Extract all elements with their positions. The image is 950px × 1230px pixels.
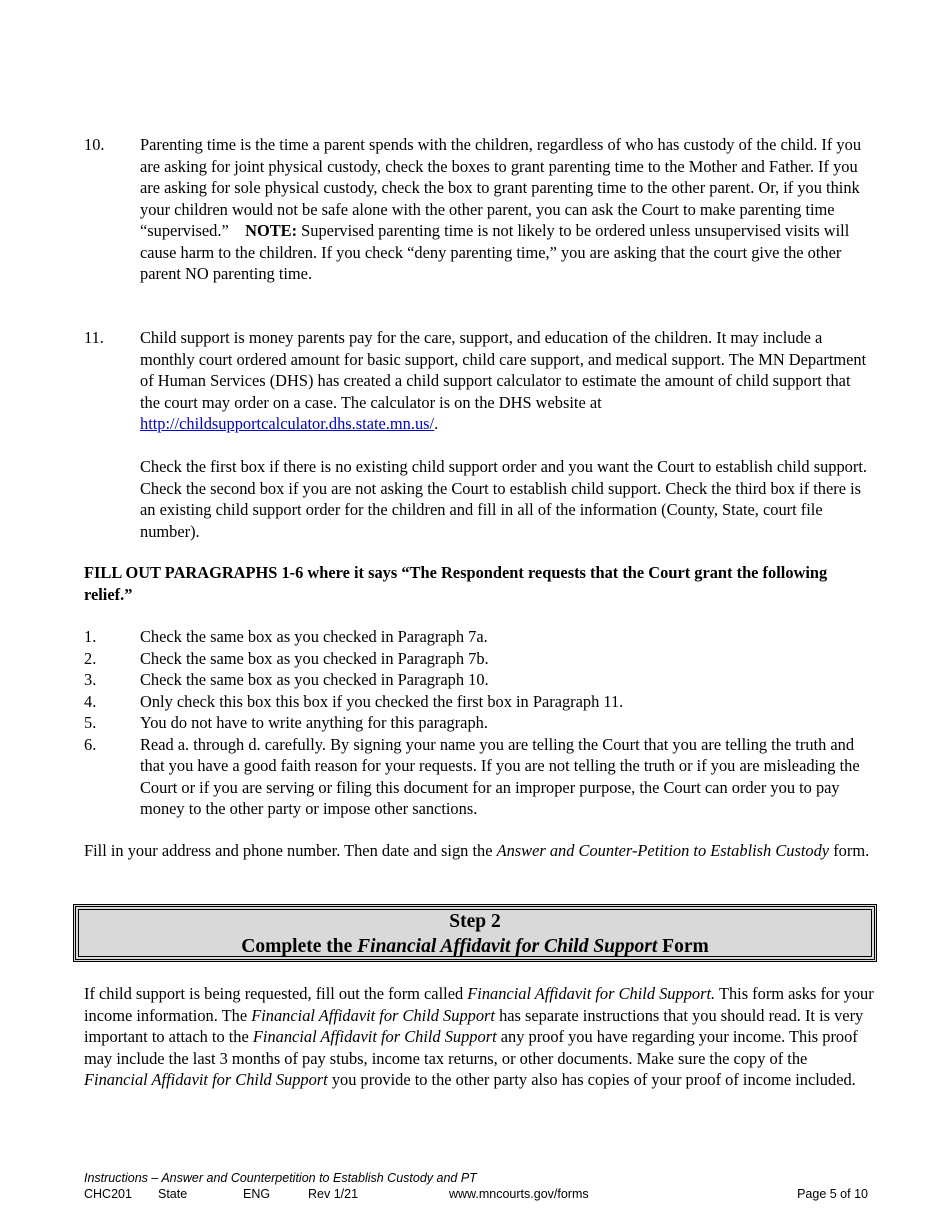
italic-segment: Financial Affidavit for Child Support. bbox=[467, 984, 716, 1003]
text-segment: If child support is being requested, fill out the form called bbox=[84, 984, 464, 1003]
list-number: 3. bbox=[84, 670, 97, 689]
paragraph-text: Parenting time is the time a parent spends with the children, regardless of who has custody of the child. If you are asking for joint physical custody, check the boxes to grant parenting time to the Mother and Father. If you are asking for sole physical custody, check the box to grant parenting time to the other parent. Or, if you think your children would not be safe alone with the other parent, you can ask the Court to make parenting time “supervised.” bbox=[140, 135, 862, 240]
text-segment: any proof you have regarding your income. This proof may include the last 3 months of pay stubs, income tax returns, or other documents. Make sure the copy of the bbox=[84, 1027, 858, 1068]
text-segment: you provide to the other party also has copies of your proof of income included. bbox=[331, 1070, 856, 1089]
list-text: Read a. through d. carefully. By signing your name you are telling the Court that you are telling the truth and that you have a good faith reason for your requests. If you are not telling the truth or if you are misleading the Court or if you are serving or filing this document for an improper purpose, the Court can order you to pay money to the other party or impose other sanctions. bbox=[140, 734, 860, 818]
paragraph-10 bbox=[84, 134, 874, 285]
italic-segment: Financial Affidavit for Child Support bbox=[252, 1027, 497, 1046]
step-2-title: Step 2 bbox=[449, 911, 501, 932]
paragraph-number: 11. bbox=[84, 328, 104, 347]
list-text: Only check this box this box if you checked the first box in Paragraph 11. bbox=[140, 691, 624, 711]
paragraph-11 bbox=[84, 327, 874, 542]
fill-out-heading: FILL OUT PARAGRAPHS 1-6 where it says “The Respondent requests that the Court grant the following relief.” bbox=[84, 563, 828, 604]
list-number: 1. bbox=[84, 627, 97, 646]
form-code: CHC201 bbox=[84, 1187, 132, 1201]
page-number: Page 5 of 10 bbox=[797, 1187, 868, 1201]
paragraph-text-end: form. bbox=[833, 841, 870, 860]
step-2-paragraph bbox=[84, 983, 874, 1091]
italic-segment: Financial Affidavit for Child Support bbox=[84, 1070, 328, 1089]
forms-url: www.mncourts.gov/forms bbox=[449, 1187, 589, 1201]
note-label: NOTE: bbox=[245, 221, 298, 240]
fill-address-paragraph bbox=[84, 840, 874, 862]
paragraph-number: 10. bbox=[84, 135, 105, 154]
form-language: ENG bbox=[243, 1187, 271, 1201]
paragraph-body bbox=[140, 327, 874, 542]
paragraph-text: Child support is money parents pay for the care, support, and education of the children. It may include a monthly court ordered amount for basic support, child care support, and medical support. The MN Department of Human Services (DHS) has created a child support calculator to estimate the amount of child support that the court may order on a case. The calculator is on the DHS website at bbox=[140, 328, 867, 412]
footer-title: Instructions – Answer and Counterpetition to Establish Custody and PT bbox=[84, 1171, 477, 1185]
note-text: Supervised parenting time is not likely to be ordered unless unsupervised visits will cause harm to the children. If you check “deny parenting time,” you are asking that the court give the other parent NO parenting time. bbox=[140, 221, 850, 283]
subtitle-text: Complete the bbox=[241, 935, 353, 957]
text-segment: This form asks for your income information. The bbox=[84, 984, 874, 1025]
list-item bbox=[84, 712, 874, 734]
relief-instructions-list bbox=[84, 626, 874, 820]
step-2-banner bbox=[73, 904, 877, 962]
text-segment: has separate instructions that you should read. It is very important to attach to the bbox=[84, 1005, 864, 1046]
list-text: Check the same box as you checked in Paragraph 7b. bbox=[140, 648, 489, 668]
form-title-italic: Answer and Counter-Petition to Establish Custody bbox=[496, 841, 830, 860]
list-item bbox=[84, 669, 874, 691]
paragraph-text: Fill in your address and phone number. Then date and sign the bbox=[84, 841, 493, 860]
list-number: 5. bbox=[84, 713, 97, 732]
italic-segment: Financial Affidavit for Child Support bbox=[251, 1005, 495, 1025]
list-text: Check the same box as you checked in Paragraph 10. bbox=[140, 670, 489, 689]
paragraph-text-2: Check the first box if there is no existing child support order and you want the Court to establish child support. Check the second box if you are not asking the Court to establish child support. Check the third box if there is an existing child support order for the children and fill in all of the information (County, State, court file number). bbox=[140, 457, 867, 541]
subtitle-text-end: Form bbox=[662, 935, 709, 957]
punctuation: . bbox=[434, 414, 439, 433]
form-revision: Rev 1/21 bbox=[308, 1187, 359, 1201]
list-item bbox=[84, 648, 874, 670]
list-item bbox=[84, 691, 874, 713]
form-state: State bbox=[158, 1187, 188, 1201]
list-text: You do not have to write anything for this paragraph. bbox=[140, 713, 488, 732]
list-number: 2. bbox=[84, 648, 97, 668]
list-item bbox=[84, 626, 874, 648]
step-2-subtitle bbox=[76, 935, 874, 960]
list-item bbox=[84, 734, 874, 820]
page-footer bbox=[84, 1170, 868, 1202]
list-number: 6. bbox=[84, 734, 97, 754]
paragraph-body bbox=[140, 134, 874, 285]
list-number: 4. bbox=[84, 691, 97, 711]
dhs-calculator-link[interactable]: http://childsupportcalculator.dhs.state.mn.us/ bbox=[140, 414, 435, 433]
list-text: Check the same box as you checked in Paragraph 7a. bbox=[140, 627, 488, 646]
subtitle-italic: Financial Affidavit for Child Support bbox=[357, 935, 658, 957]
footer-meta-line bbox=[84, 1186, 868, 1202]
